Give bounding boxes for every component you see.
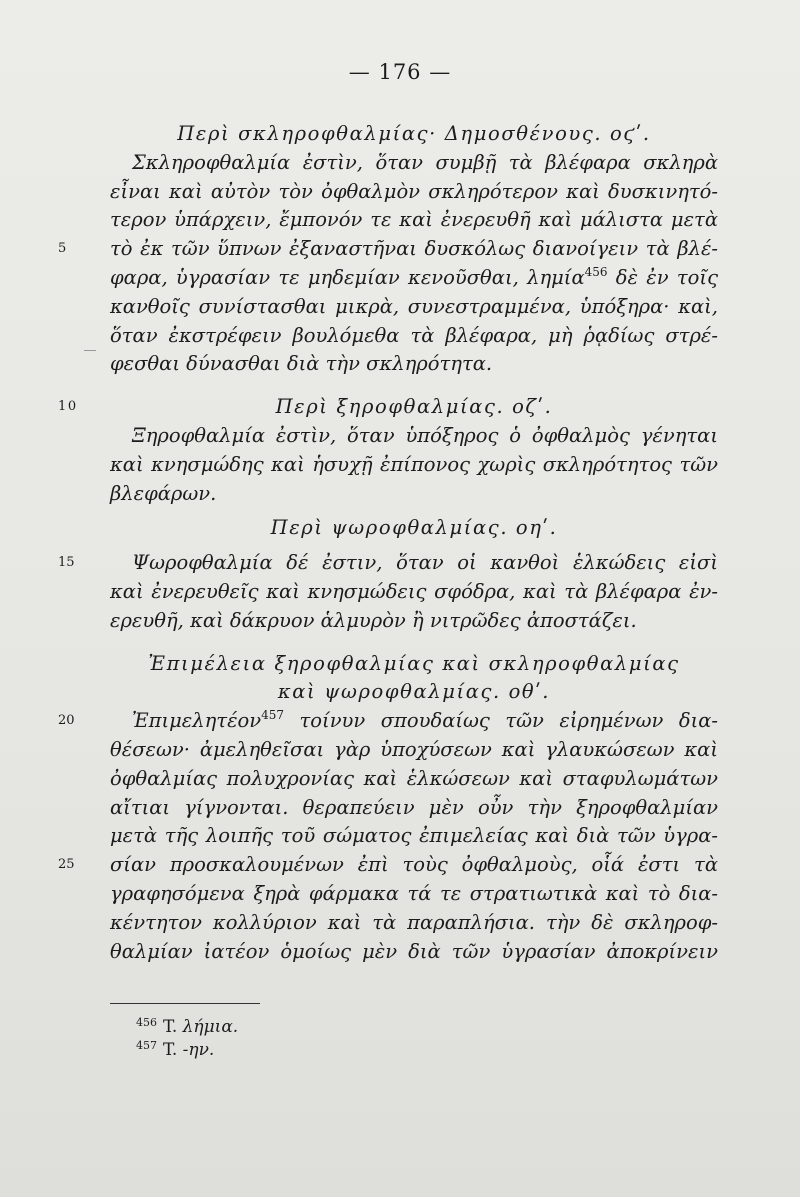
line-text: Περὶ ψωροφθαλμίας. οηʹ. [270, 516, 558, 540]
text-line [110, 422, 718, 451]
text-line [110, 178, 718, 207]
line-text: ερευθῆ, καὶ δάκρυον ἁλμυρὸν ἢ νιτρῶδες ἀποστάζει. [110, 608, 637, 632]
footnote [136, 1034, 238, 1060]
text-line [110, 149, 718, 178]
line-text: αἴτιαι γίγνονται. θεραπεύειν μὲν οὖν τὴν ξηροφθαλμίαν [110, 795, 718, 819]
text-line [58, 549, 718, 578]
line-number: 25 [58, 857, 75, 873]
footnote-ref: 456 [584, 264, 608, 279]
text-line [110, 822, 718, 851]
line-text: καὶ κνησμώδης καὶ ἡσυχῇ ἐπίπονος χωρὶς σκληρότητος τῶν [110, 452, 718, 476]
line-text: γραφησόμενα ξηρὰ φάρμακα τά τε στρατιωτικὰ καὶ τὸ δια- [110, 881, 718, 905]
footnote-text: λήμια. [182, 1017, 239, 1037]
line-text: καὶ ψωροφθαλμίας. οθʹ. [277, 680, 551, 704]
line-text: ὅταν ἐκστρέφειν βουλόμεθα τὰ βλέφαρα, μὴ ῥᾳδίως στρέ- [110, 323, 718, 347]
line-text: τοίνυν σπουδαίως τῶν εἰρημένων δια- [284, 709, 718, 733]
line-text: Περὶ σκληροφθαλμίας· Δημοσθένους. οϛʹ. [177, 122, 651, 145]
text-line [110, 451, 718, 480]
line-number: 15 [58, 555, 75, 571]
line-text: φεσθαι δύνασθαι διὰ τὴν σκληρότητα. [110, 352, 493, 376]
text-line [110, 264, 718, 293]
footnote-number: 456 [136, 1016, 157, 1029]
footnote-label: T. [163, 1017, 178, 1037]
line-text: φαρα, ὑγρασίαν τε μηδεμίαν κενοῦσθαι, λημία [110, 265, 585, 289]
line-number: 5 [58, 241, 67, 257]
text-line [58, 707, 718, 736]
text-line [110, 765, 718, 794]
line-text: Ξηροφθαλμία ἐστὶν, ὅταν ὑπόξηρος ὁ ὀφθαλμὸς γένηται [132, 423, 718, 447]
text-line [110, 206, 718, 235]
line-text: βλεφάρων. [110, 481, 217, 505]
text-line [110, 322, 718, 351]
line-text: θέσεων· ἀμεληθεῖσαι γὰρ ὑποχύσεων καὶ γλαυκώσεων καὶ [110, 737, 718, 761]
line-text: σίαν προσκαλουμένων ἐπὶ τοὺς ὀφθαλμοὺς, οἷά ἐστι τὰ [110, 853, 718, 877]
text-line [110, 938, 718, 967]
line-text: εἶναι καὶ αὐτὸν τὸν ὀφθαλμὸν σκληρότερον καὶ δυσκινητό- [110, 179, 718, 203]
line-text: τὸ ἐκ τῶν ὕπνων ἐξαναστῆναι δυσκόλως διανοίγειν τὰ βλέ- [110, 237, 718, 261]
text-line [110, 909, 718, 938]
text-line [58, 235, 718, 264]
footnote [136, 1011, 239, 1037]
text-line [110, 736, 718, 765]
line-text: Ψωροφθαλμία δέ ἐστιν, ὅταν οἱ κανθοὶ ἑλκώδεις εἰσὶ [132, 551, 718, 575]
text-line [110, 607, 718, 636]
margin-mark [84, 350, 96, 351]
section-heading [110, 120, 718, 149]
line-text: Περὶ ξηροφθαλμίας. οζʹ. [275, 395, 553, 419]
line-text: δὲ ἐν τοῖς [607, 265, 718, 289]
footnotes [136, 1011, 239, 1060]
line-text: Ἐπιμελητέον [132, 709, 262, 733]
line-text: κέντητον κολλύριον καὶ τὰ παραπλήσια. τὴν δὲ σκληροφ- [110, 910, 718, 934]
text-line [110, 480, 718, 509]
line-text: κανθοῖς συνίστασθαι μικρὰ, συνεστραμμένα, ὑπόξηρα· καὶ, [110, 294, 718, 318]
section-heading [58, 393, 718, 422]
line-number: 20 [58, 713, 75, 729]
text-line [110, 578, 718, 607]
line-text: θαλμίαν ἰατέον ὁμοίως μὲν διὰ τῶν ὑγρασίαν ἀποκρίνειν [110, 939, 718, 963]
footnote-number: 457 [136, 1039, 157, 1052]
footnote-label: T. [163, 1040, 178, 1060]
line-text: ὀφθαλμίας πολυχρονίας καὶ ἑλκώσεων καὶ σταφυλωμάτων [110, 766, 718, 790]
line-text: Σκληροφθαλμία ἐστὶν, ὅταν συμβῇ τὰ βλέφαρα σκληρὰ [132, 150, 718, 174]
line-text: μετὰ τῆς λοιπῆς τοῦ σώματος ἐπιμελείας καὶ διὰ τῶν ὑγρα- [110, 824, 718, 848]
section-heading [110, 678, 718, 707]
footnote-rule [110, 1003, 260, 1004]
line-text: καὶ ἐνερευθεῖς καὶ κνησμώδεις σφόδρα, καὶ τὰ βλέφαρα ἐν- [110, 579, 718, 603]
line-number: 10 [58, 399, 78, 415]
page-number: — 176 — [348, 60, 452, 84]
text-line [110, 794, 718, 823]
footnote-text: -ην. [182, 1040, 215, 1060]
text-line [110, 350, 718, 379]
line-text: Ἐπιμέλεια ξηροφθαλμίας καὶ σκληροφθαλμίας [148, 651, 680, 675]
text-line [58, 851, 718, 880]
section-heading [110, 514, 718, 543]
section-heading [110, 650, 718, 679]
text-line [110, 880, 718, 909]
main-text [58, 120, 718, 966]
text-line [110, 293, 718, 322]
line-text: τερον ὑπάρχειν, ἔμπονόν τε καὶ ἐνερευθῆ καὶ μάλιστα μετὰ [110, 208, 718, 232]
footnote-ref: 457 [261, 708, 285, 723]
